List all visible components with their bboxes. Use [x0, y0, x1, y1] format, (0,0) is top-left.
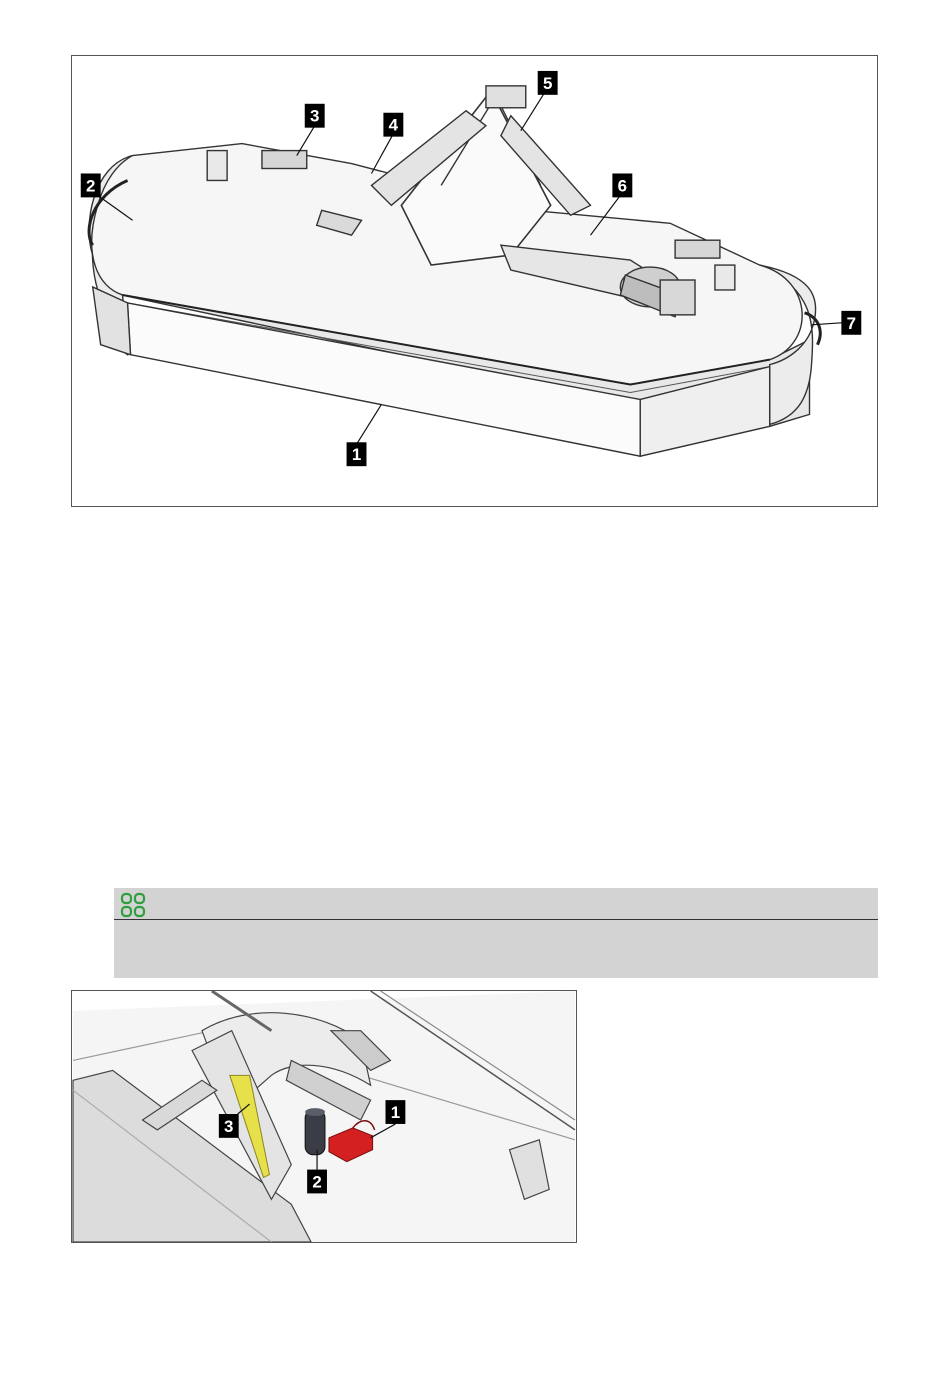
svg-text:1: 1 — [351, 445, 362, 465]
callout-5 — [538, 71, 558, 95]
detail-callout-3 — [219, 1114, 239, 1138]
detail-callout-1 — [386, 1100, 406, 1124]
detail-callout-2 — [307, 1170, 327, 1194]
mower-deck-illustration — [89, 86, 820, 456]
headstock-detail-figure — [71, 990, 577, 1243]
svg-text:6: 6 — [617, 176, 628, 196]
callout-1 — [347, 442, 367, 466]
info-grid-icon — [120, 892, 146, 918]
svg-text:7: 7 — [846, 313, 857, 333]
svg-text:2: 2 — [312, 1172, 322, 1192]
svg-text:3: 3 — [224, 1116, 234, 1136]
callout-6 — [612, 173, 632, 197]
svg-text:1: 1 — [390, 1102, 401, 1122]
note-box — [114, 888, 878, 978]
mower-overview-figure — [71, 55, 878, 507]
callout-3 — [305, 104, 325, 128]
svg-text:2: 2 — [86, 176, 96, 196]
callout-4 — [383, 113, 403, 137]
part-2-cylinder — [305, 1108, 325, 1155]
callout-2 — [81, 173, 101, 197]
note-header — [114, 888, 878, 920]
callout-7 — [841, 311, 861, 335]
svg-text:4: 4 — [388, 115, 399, 135]
svg-text:5: 5 — [542, 73, 553, 93]
svg-text:3: 3 — [310, 106, 320, 126]
